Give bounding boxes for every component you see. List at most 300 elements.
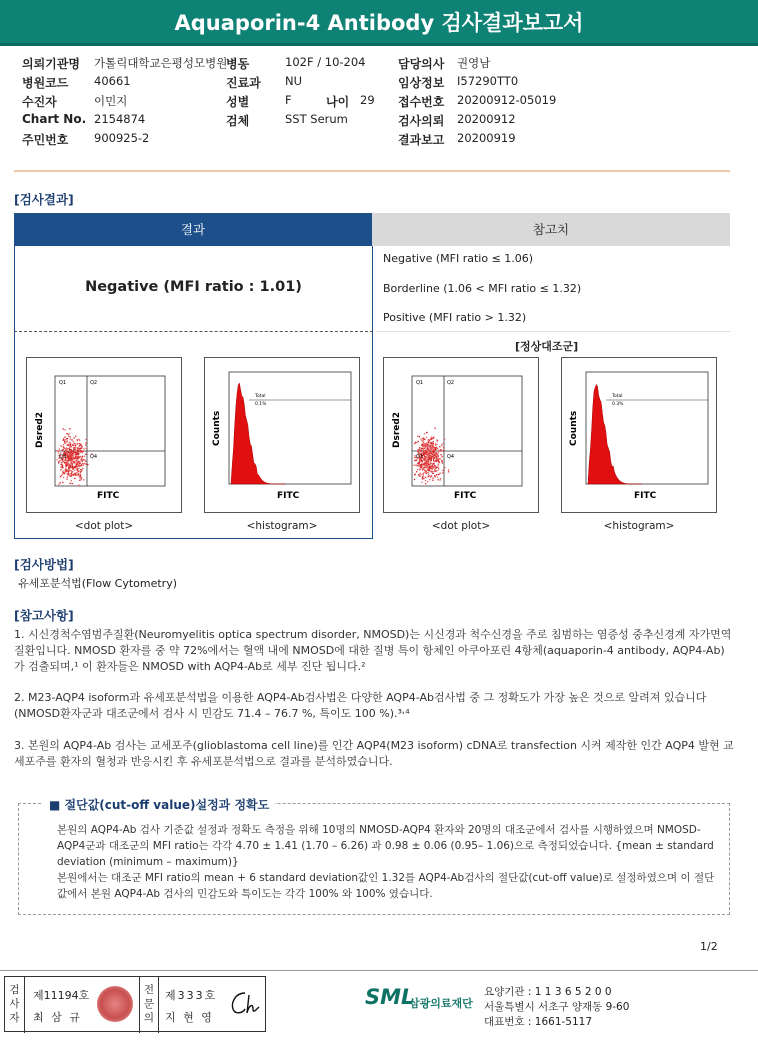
scatter-point xyxy=(77,448,78,449)
q4-label: Q4 xyxy=(447,454,455,460)
scatter-point xyxy=(425,443,426,444)
scatter-point xyxy=(57,450,58,451)
scatter-point xyxy=(443,470,444,471)
scatter-point xyxy=(60,482,61,483)
dot-y-label: Dsred2 xyxy=(392,411,402,448)
scatter-point xyxy=(78,468,79,469)
scatter-point xyxy=(76,468,77,469)
scatter-point xyxy=(75,445,76,446)
info-label: 의뢰기관명 xyxy=(22,57,80,71)
scatter-point xyxy=(420,466,421,467)
scatter-point xyxy=(61,462,62,463)
scatter-point xyxy=(418,474,419,475)
scatter-point xyxy=(70,438,71,439)
cutoff-body xyxy=(57,822,717,902)
scatter-point xyxy=(420,461,421,462)
info-value: 권영남 xyxy=(457,56,491,70)
info-value: 20200912 xyxy=(457,112,516,126)
scatter-point xyxy=(67,448,68,449)
scatter-point xyxy=(436,439,437,440)
scatter-point xyxy=(420,469,421,470)
scatter-point xyxy=(78,457,79,458)
scatter-point xyxy=(433,460,434,461)
scatter-point xyxy=(64,443,65,444)
info-label: 임상정보 xyxy=(398,76,445,90)
scatter-point xyxy=(76,454,77,455)
scatter-point xyxy=(427,472,428,473)
scatter-point xyxy=(85,461,86,462)
scatter-point xyxy=(72,463,73,464)
scatter-point xyxy=(425,460,426,461)
scatter-point xyxy=(427,457,428,458)
info-value: 29 xyxy=(360,93,375,107)
scatter-point xyxy=(72,456,73,457)
scatter-point xyxy=(62,471,63,472)
scatter-point xyxy=(74,470,75,471)
scatter-point xyxy=(422,460,423,461)
scatter-point xyxy=(417,465,418,466)
scatter-point xyxy=(439,473,440,474)
scatter-point xyxy=(428,442,429,443)
scatter-point xyxy=(423,448,424,449)
scatter-point xyxy=(63,477,64,478)
info-label: 검사의뢰 xyxy=(398,114,445,128)
scatter-point xyxy=(426,452,427,453)
scatter-point xyxy=(59,448,60,449)
scatter-point xyxy=(60,476,61,477)
scatter-point xyxy=(415,442,416,443)
scatter-point xyxy=(431,437,432,438)
scatter-point xyxy=(431,459,432,460)
cutoff-box xyxy=(18,798,730,915)
scatter-point xyxy=(85,439,86,440)
scatter-point xyxy=(59,460,60,461)
scatter-point xyxy=(433,443,434,444)
scatter-point xyxy=(66,478,67,479)
scatter-point xyxy=(438,451,439,452)
scatter-point xyxy=(68,469,69,470)
scatter-point xyxy=(63,472,64,473)
scatter-point xyxy=(85,454,86,455)
cutoff-para-2: 본원에서는 대조군 MFI ratio의 mean + 6 standard deviation값인 1.32를 AQP4-Ab검사의 절단값(cut-off value)로 설정하였으며 이 절단값에서 본원 AQP4-Ab 검사의 민감도와 특이도는 각각 100% 와 100% 였습니다. xyxy=(57,872,715,900)
scatter-point xyxy=(68,444,69,445)
result-value: Negative (MFI ratio : 1.01) xyxy=(85,279,302,295)
scatter-point xyxy=(72,466,73,467)
scatter-point xyxy=(430,446,431,447)
scatter-point xyxy=(70,463,71,464)
signature-box xyxy=(4,976,266,1032)
scatter-point xyxy=(86,442,87,443)
result-section-label: [검사결과] xyxy=(14,192,74,207)
scatter-point xyxy=(425,477,426,478)
scatter-point xyxy=(433,456,434,457)
scatter-point xyxy=(434,453,435,454)
scatter-point xyxy=(427,481,428,482)
scatter-point xyxy=(418,465,419,466)
scatter-point xyxy=(414,460,415,461)
scatter-point xyxy=(63,440,64,441)
scatter-point xyxy=(424,465,425,466)
scatter-point xyxy=(69,428,70,429)
scatter-point xyxy=(433,446,434,447)
dot-x-label: FITC xyxy=(97,491,120,501)
scatter-point xyxy=(442,472,443,473)
hist-y-label: Counts xyxy=(569,410,579,446)
scatter-point xyxy=(423,445,424,446)
scatter-point xyxy=(429,479,430,480)
scatter-point xyxy=(437,460,438,461)
scatter-point xyxy=(62,466,63,467)
scatter-point xyxy=(434,471,435,472)
scatter-point xyxy=(78,475,79,476)
examiner-vertical-label: 검사자 xyxy=(5,977,25,1033)
scatter-point xyxy=(78,454,79,455)
scatter-point xyxy=(75,452,76,453)
scatter-point xyxy=(73,447,74,448)
scatter-point xyxy=(83,448,84,449)
scatter-point xyxy=(79,440,80,441)
scatter-point xyxy=(73,467,74,468)
scatter-point xyxy=(70,470,71,471)
footer-divider xyxy=(0,970,758,971)
info-label: 성별 xyxy=(226,95,250,109)
scatter-point xyxy=(79,485,80,486)
scatter-point xyxy=(413,464,414,465)
scatter-point xyxy=(441,451,442,452)
scatter-point xyxy=(68,452,69,453)
sml-logo-icon: SML xyxy=(365,985,415,1009)
info-label: Chart No. xyxy=(22,112,87,126)
scatter-point xyxy=(71,458,72,459)
scatter-point xyxy=(430,463,431,464)
scatter-point xyxy=(425,456,426,457)
hist-x-label: FITC xyxy=(277,491,300,501)
method-text: 유세포분석법(Flow Cytometry) xyxy=(18,577,178,590)
scatter-point xyxy=(435,428,436,429)
scatter-point xyxy=(69,475,70,476)
lab-code: 요양기관 : 1 1 3 6 5 2 0 0 xyxy=(484,986,612,998)
hist-gate-label: Total xyxy=(612,394,623,399)
scatter-point xyxy=(432,471,433,472)
note-2: 2. M23-AQP4 isoform과 유세포분석법을 이용한 AQP4-Ab검사법은 다양한 AQP4-Ab검사법 중 그 정확도가 가장 높은 것으로 알려져 있습니다(NMOSD환자군과 대조군에서 검사 시 민감도 71.4 – 76.7 %, 특이도 100 %).³˒⁴ xyxy=(14,691,707,720)
scatter-point xyxy=(65,439,66,440)
scatter-point xyxy=(72,471,73,472)
scatter-point xyxy=(69,446,70,447)
scatter-point xyxy=(80,444,81,445)
scatter-point xyxy=(67,476,68,477)
scatter-point xyxy=(427,447,428,448)
scatter-point xyxy=(436,444,437,445)
scatter-point xyxy=(435,447,436,448)
scatter-point xyxy=(61,445,62,446)
scatter-point xyxy=(414,479,415,480)
scatter-point xyxy=(431,452,432,453)
scatter-point xyxy=(86,448,87,449)
scatter-point xyxy=(431,443,432,444)
scatter-point xyxy=(87,464,88,465)
note-3: 3. 본원의 AQP4-Ab 검사는 교세포주(glioblastoma cell line)를 인간 AQP4(M23 isoform) cDNA로 transfection 시켜 제작한 인간 AQP4 발현 교세포주를 환자의 혈청과 반응시킨 후 유세포분석법으로 결과를 분석하였습니다. xyxy=(14,739,734,768)
report-title: Aquaporin-4 Antibody 검사결과보고서 xyxy=(0,0,758,46)
scatter-point xyxy=(77,443,78,444)
scatter-point xyxy=(79,443,80,444)
info-label: 병원코드 xyxy=(22,76,69,90)
scatter-point xyxy=(433,458,434,459)
info-value: SST Serum xyxy=(285,112,348,126)
scatter-point xyxy=(425,467,426,468)
scatter-point xyxy=(431,455,432,456)
scatter-point xyxy=(75,475,76,476)
scatter-point xyxy=(65,450,66,451)
scatter-point xyxy=(82,456,83,457)
scatter-point xyxy=(72,454,73,455)
scatter-point xyxy=(76,455,77,456)
scatter-point xyxy=(427,446,428,447)
scatter-point xyxy=(442,462,443,463)
scatter-point xyxy=(73,469,74,470)
scatter-point xyxy=(84,456,85,457)
scatter-point xyxy=(443,450,444,451)
scatter-point xyxy=(424,450,425,451)
q3-label: Q3 xyxy=(416,454,424,460)
scatter-point xyxy=(432,473,433,474)
scatter-point xyxy=(81,465,82,466)
scatter-point xyxy=(80,475,81,476)
scatter-point xyxy=(80,473,81,474)
scatter-point xyxy=(81,445,82,446)
dot-plot-caption: <dot plot> xyxy=(74,520,134,532)
scatter-point xyxy=(63,444,64,445)
scatter-point xyxy=(429,468,430,469)
scatter-point xyxy=(69,449,70,450)
scatter-point xyxy=(444,439,445,440)
scatter-point xyxy=(83,459,84,460)
scatter-point xyxy=(69,464,70,465)
scatter-point xyxy=(77,459,78,460)
scatter-point xyxy=(424,433,425,434)
scatter-point xyxy=(72,453,73,454)
dashed-divider xyxy=(14,331,373,332)
scatter-point xyxy=(435,453,436,454)
page-number: 1/2 xyxy=(700,940,718,953)
scatter-point xyxy=(77,452,78,453)
cutoff-para-1: 본원의 AQP4-Ab 검사 기준값 설정과 정확도 측정을 위해 10명의 NMOSD-AQP4 환자와 20명의 대조군에서 검사를 시행하였으며 NMOSD-AQP4군과 대조군의 MFI ratio는 각각 4.70 ± 1.41 (1.70 – 6.26) 과 0.98 ± 0.06 (0.95– 1.06)으로 측정되었습니다. {mean ± standard deviation (minimum – maximum)} xyxy=(57,824,714,868)
scatter-point xyxy=(71,452,72,453)
scatter-point xyxy=(427,467,428,468)
scatter-point xyxy=(71,475,72,476)
scatter-point xyxy=(426,432,427,433)
histogram-area xyxy=(588,385,642,485)
examiner-license: 제11194호 xyxy=(33,989,90,1002)
scatter-point xyxy=(428,476,429,477)
scatter-point xyxy=(81,471,82,472)
scatter-point xyxy=(73,451,74,452)
scatter-point xyxy=(66,447,67,448)
scatter-point xyxy=(438,468,439,469)
scatter-point xyxy=(448,471,449,472)
scatter-point xyxy=(418,449,419,450)
reference-positive: Positive (MFI ratio > 1.32) xyxy=(383,311,527,324)
scatter-point xyxy=(63,428,64,429)
scatter-point xyxy=(68,464,69,465)
scatter-point xyxy=(422,469,423,470)
scatter-point xyxy=(420,439,421,440)
scatter-point xyxy=(434,465,435,466)
scatter-point xyxy=(60,469,61,470)
scatter-point xyxy=(433,441,434,442)
scatter-point xyxy=(437,470,438,471)
scatter-point xyxy=(65,466,66,467)
scatter-point xyxy=(437,448,438,449)
q4-label: Q4 xyxy=(90,454,98,460)
scatter-point xyxy=(436,461,437,462)
info-value: 2154874 xyxy=(94,112,146,126)
info-label: 병동 xyxy=(226,57,250,71)
scatter-point xyxy=(433,437,434,438)
patient-info xyxy=(22,55,742,150)
scatter-point xyxy=(424,470,425,471)
scatter-point xyxy=(419,448,420,449)
scatter-point xyxy=(58,450,59,451)
scatter-point xyxy=(424,452,425,453)
scatter-point xyxy=(440,479,441,480)
scatter-point xyxy=(66,441,67,442)
scatter-point xyxy=(428,459,429,460)
scatter-point xyxy=(66,473,67,474)
scatter-point xyxy=(70,461,71,462)
scatter-point xyxy=(79,478,80,479)
scatter-point xyxy=(430,448,431,449)
scatter-point xyxy=(84,463,85,464)
scatter-point xyxy=(71,439,72,440)
note-section-label: [참고사항] xyxy=(14,608,74,623)
scatter-point xyxy=(82,463,83,464)
scatter-point xyxy=(423,478,424,479)
scatter-point xyxy=(61,464,62,465)
scatter-point xyxy=(422,478,423,479)
scatter-point xyxy=(414,474,415,475)
scatter-point xyxy=(82,447,83,448)
scatter-point xyxy=(443,448,444,449)
scatter-point xyxy=(426,442,427,443)
scatter-point xyxy=(418,441,419,442)
scatter-point xyxy=(60,467,61,468)
scatter-point xyxy=(75,449,76,450)
scatter-point xyxy=(69,458,70,459)
scatter-point xyxy=(421,482,422,483)
scatter-point xyxy=(431,458,432,459)
specialist-license: 제333호 xyxy=(165,989,218,1002)
scatter-point xyxy=(68,471,69,472)
scatter-point xyxy=(437,477,438,478)
scatter-point xyxy=(438,459,439,460)
scatter-point xyxy=(66,461,67,462)
scatter-point xyxy=(425,446,426,447)
scatter-point xyxy=(68,433,69,434)
scatter-point xyxy=(433,450,434,451)
scatter-point xyxy=(62,482,63,483)
q2-label: Q2 xyxy=(447,380,455,386)
scatter-point xyxy=(79,448,80,449)
scatter-point xyxy=(424,443,425,444)
scatter-point xyxy=(425,483,426,484)
scatter-point xyxy=(73,458,74,459)
scatter-point xyxy=(429,470,430,471)
q3-label: Q3 xyxy=(59,454,67,460)
info-value: F xyxy=(285,93,292,107)
q1-label: Q1 xyxy=(59,380,67,386)
scatter-point xyxy=(448,469,449,470)
scatter-point xyxy=(432,478,433,479)
scatter-point xyxy=(440,454,441,455)
scatter-point xyxy=(85,445,86,446)
scatter-point xyxy=(444,467,445,468)
scatter-point xyxy=(423,449,424,450)
scatter-point xyxy=(58,462,59,463)
scatter-point xyxy=(68,474,69,475)
scatter-point xyxy=(79,451,80,452)
scatter-point xyxy=(423,438,424,439)
info-value: 20200912-05019 xyxy=(457,93,557,107)
scatter-point xyxy=(435,451,436,452)
scatter-point xyxy=(82,451,83,452)
scatter-point xyxy=(68,468,69,469)
scatter-point xyxy=(71,449,72,450)
scatter-point xyxy=(64,437,65,438)
scatter-point xyxy=(423,442,424,443)
q1-label: Q1 xyxy=(416,380,424,386)
info-label: 주민번호 xyxy=(22,133,69,147)
control-dot-plot xyxy=(383,357,539,513)
scatter-point xyxy=(76,472,77,473)
reference-borderline: Borderline (1.06 < MFI ratio ≤ 1.32) xyxy=(383,282,582,295)
scatter-point xyxy=(430,471,431,472)
scatter-point xyxy=(427,459,428,460)
scatter-point xyxy=(431,463,432,464)
scatter-point xyxy=(64,429,65,430)
scatter-point xyxy=(72,451,73,452)
scatter-point xyxy=(428,456,429,457)
scatter-point xyxy=(435,468,436,469)
scatter-point xyxy=(415,465,416,466)
scatter-point xyxy=(435,449,436,450)
scatter-point xyxy=(70,474,71,475)
scatter-point xyxy=(67,438,68,439)
scatter-point xyxy=(72,483,73,484)
scatter-point xyxy=(441,445,442,446)
scatter-point xyxy=(77,450,78,451)
info-label: 담당의사 xyxy=(398,57,445,71)
note-1: 1. 시신경척수염범주질환(Neuromyelitis optica spectrum disorder, NMOSD)는 시신경과 척수신경을 주로 침범하는 염증성 중추신경계 자가면역 질환입니다. NMOSD 환자를 중 약 72%에서는 혈액 내에 NMOSD에 대한 질병 특이 항체인 아쿠아포린 4항체(aquaporin-4 antibody, AQP4-Ab)가 검출되며,¹ 이 환자들은 NMOSD with AQP4-Ab로 세부 진단 됩니다.² xyxy=(14,628,732,673)
info-label: 결과보고 xyxy=(398,133,445,147)
specialist-name: 지 현 영 xyxy=(165,1011,214,1024)
scatter-point xyxy=(436,474,437,475)
info-label: 검체 xyxy=(226,114,250,128)
examiner-name: 최 삼 규 xyxy=(33,1011,82,1024)
scatter-point xyxy=(429,440,430,441)
scatter-point xyxy=(428,467,429,468)
scatter-point xyxy=(424,448,425,449)
hist-gate-pct: 0.1% xyxy=(255,402,267,407)
info-value: 20200919 xyxy=(457,131,516,145)
scatter-point xyxy=(69,442,70,443)
scatter-point xyxy=(72,459,73,460)
scatter-point xyxy=(77,465,78,466)
patient-dot-plot xyxy=(26,357,182,513)
scatter-point xyxy=(440,478,441,479)
scatter-point xyxy=(432,438,433,439)
scatter-point xyxy=(420,474,421,475)
scatter-point xyxy=(77,475,78,476)
